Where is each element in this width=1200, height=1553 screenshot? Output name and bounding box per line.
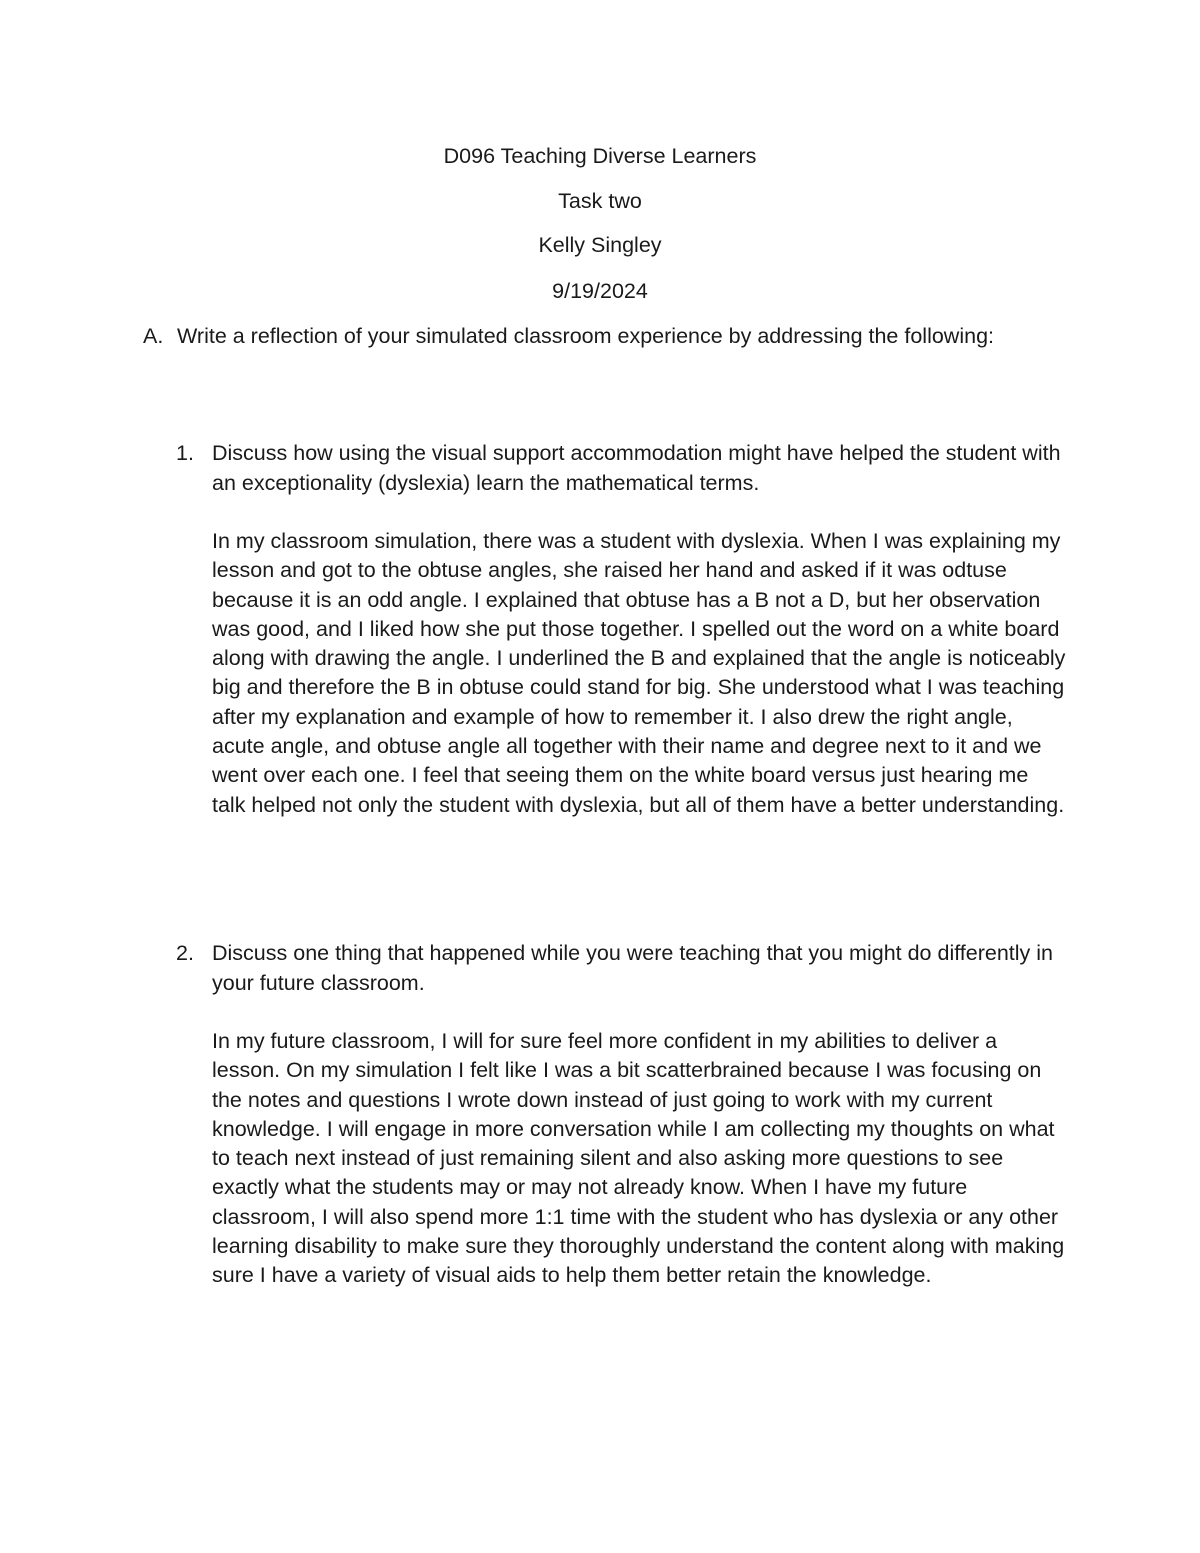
- item-number: 1.: [176, 441, 194, 465]
- item-answer: In my classroom simulation, there was a student with dyslexia. When I was explaining my lesson and got to the obtuse angles, she raised her hand and asked if it was odtuse because it is an odd angle. I explained that obtuse has a B not a D, but her observation was good, and I liked how she put those together. I spelled out the word on a white board along with drawing the angle. I underlined the B and explained that the angle is noticeably big and therefore the B in obtuse could stand for big. She understood what I was teaching after my explanation and example of how to remember it. I also drew the right angle, acute angle, and obtuse angle all together with their name and degree next to it and we went over each one. I feel that seeing them on the white board versus just hearing me talk helped not only the student with dyslexia, but all of them have a better understanding.: [212, 529, 1066, 817]
- author-name: Kelly Singley: [538, 233, 662, 257]
- reflection-prompt: [143, 321, 1083, 351]
- document-date: 9/19/2024: [552, 279, 648, 303]
- prompt-text: Write a reflection of your simulated classroom experience by addressing the following:: [177, 324, 994, 348]
- item-question: Discuss one thing that happened while you were teaching that you might do differently in your future classroom.: [212, 941, 1054, 995]
- item-answer: In my future classroom, I will for sure feel more confident in my abilities to deliver a lesson. On my simulation I felt like I was a bit scatterbrained because I was focusing on the notes and questions I wrote down instead of just going to work with my current knowledge. I will engage in more conversation while I am collecting my thoughts on what to teach next instead of just remaining silent and also asking more questions to see exactly what the students may or may not already know. When I have my future classroom, I will also spend more 1:1 time with the student who has dyslexia or any other learning disability to make sure they thoroughly understand the content along with making sure I have a variety of visual aids to help them better retain the knowledge.: [212, 1029, 1065, 1288]
- course-title: D096 Teaching Diverse Learners: [443, 144, 757, 168]
- task-title: Task two: [558, 189, 642, 213]
- list-item: [176, 439, 1066, 820]
- item-number: 2.: [176, 941, 194, 965]
- item-question: Discuss how using the visual support accommodation might have helped the student with an exceptionality (dyslexia) learn the mathematical terms.: [212, 441, 1061, 495]
- prompt-marker: A.: [143, 324, 164, 348]
- list-item: [176, 939, 1066, 1291]
